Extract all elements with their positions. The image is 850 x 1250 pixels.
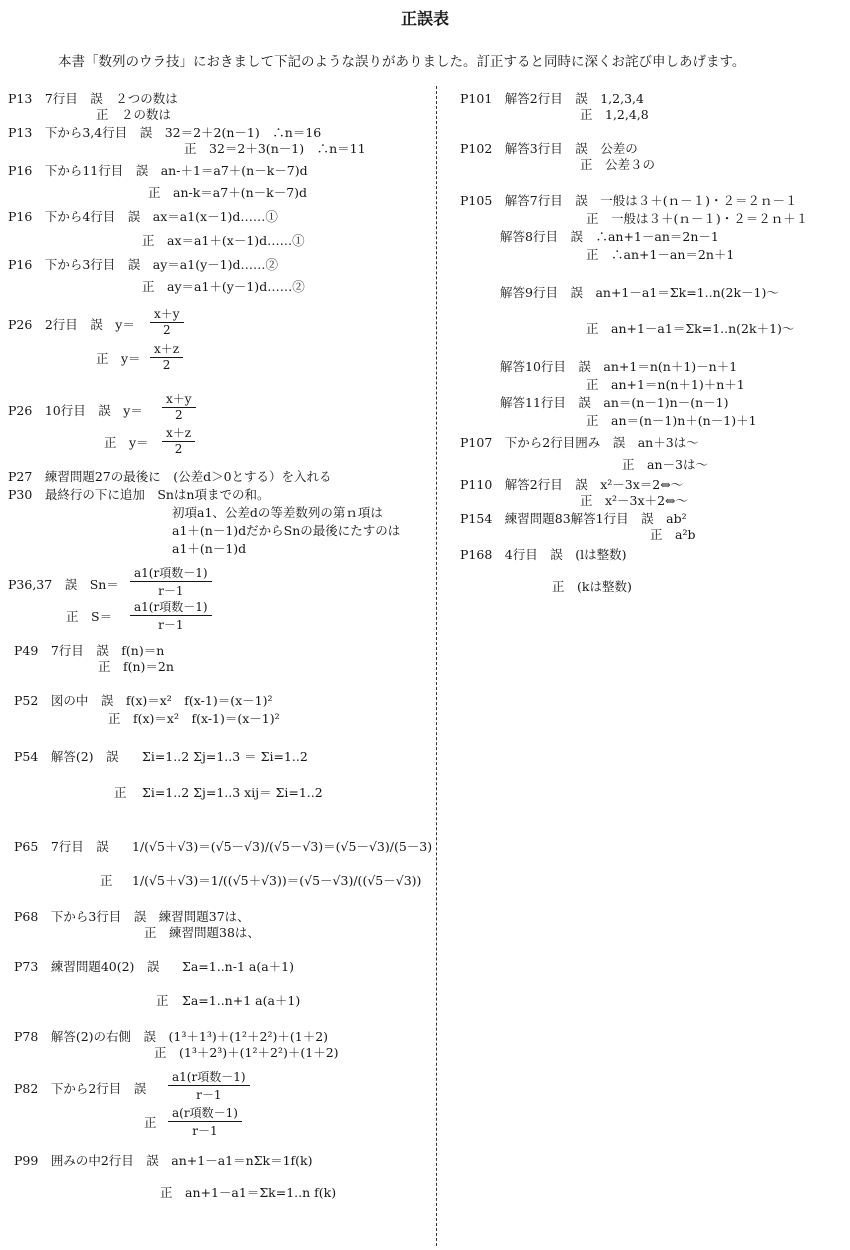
entry-p68-error: P68 下から3行目 誤 練習問題37は、 [14, 909, 250, 924]
fraction-denominator: 2 [174, 408, 183, 422]
entry-p99-error: P99 囲みの中2行目 誤 an+1－a1＝nΣk＝1f(k) [14, 1153, 313, 1168]
entry-p36-correct: 正 S＝ [66, 609, 113, 624]
entry-p78-correct: 正 (1³＋2³)＋(1²＋2²)＋(1＋2) [154, 1045, 339, 1060]
entry-p26a-correct: 正 y＝ [96, 351, 141, 366]
entry-p30-line4: a1＋(n－1)d [172, 541, 247, 556]
entry-p154-error: P154 練習問題83解答1行目 誤 ab² [460, 511, 687, 526]
entry-p101-correct: 正 1,2,4,8 [580, 107, 649, 122]
fraction-numerator: a1(r項数－1) [168, 1068, 250, 1086]
entry-p30-line2: 初項a1、公差dの等差数列の第ｎ項は [172, 505, 383, 520]
fraction-denominator: r－1 [192, 1124, 218, 1138]
entry-p105-a10-correct: 正 an+1＝n(n＋1)＋n＋1 [586, 377, 745, 392]
entry-p82-correct: 正 [144, 1115, 157, 1130]
entry-p16b-correct: 正 ax＝a1＋(x－1)d……① [142, 233, 305, 248]
entry-p82-error: P82 下から2行目 誤 [14, 1081, 147, 1096]
entry-p52-error: P52 図の中 誤 f(x)＝x² f(x-1)＝(x－1)² [14, 693, 273, 708]
entry-p26b-correct: 正 y＝ [104, 435, 149, 450]
fraction [162, 390, 196, 422]
entry-p105-a8-correct: 正 ∴an+1－an＝2n＋1 [586, 247, 735, 262]
entry-p68-correct: 正 練習問題38は、 [144, 925, 260, 940]
entry-p16c-error: P16 下から3行目 誤 ay＝a1(y－1)d……② [8, 257, 278, 272]
entry-p26a-error: P26 2行目 誤 y＝ [8, 317, 135, 332]
entry-p107-correct: 正 an－3は～ [622, 457, 708, 472]
fraction-denominator: 2 [162, 358, 171, 372]
entry-p36-error: P36,37 誤 Sn＝ [8, 577, 119, 592]
entry-p105-a11-error: 解答11行目 誤 an＝(n－1)n－(n－1) [500, 395, 729, 410]
entry-p107-error: P107 下から2行目囲み 誤 an＋3は～ [460, 435, 699, 450]
fraction-denominator: 2 [174, 442, 183, 456]
fraction-denominator: r－1 [158, 584, 184, 598]
entry-p168-correct: 正 (kは整数) [552, 579, 632, 594]
entry-p30-line3: a1＋(n－1)dだからSnの最後にたすのは [172, 523, 401, 538]
entry-p110-error: P110 解答2行目 誤 x²－3x＝2⇔～ [460, 477, 684, 492]
entry-p27: P27 練習問題27の最後に (公差d＞0とする）を入れる [8, 469, 332, 484]
entry-p102-error: P102 解答3行目 誤 公差の [460, 141, 638, 156]
entry-p65-correct: 正 [100, 873, 113, 888]
entry-p49-correct: 正 f(n)＝2n [98, 659, 174, 674]
entry-p49-error: P49 7行目 誤 f(n)＝n [14, 643, 165, 658]
entry-p154-correct: 正 a²b [650, 527, 696, 542]
entry-p102-correct: 正 公差３の [580, 157, 656, 172]
entry-p54-error-expr: Σi=1..2 Σj=1..3 ＝ Σi=1..2 [142, 749, 308, 764]
fraction-denominator: r－1 [196, 1088, 222, 1102]
entry-p99-correct: 正 an+1－a1＝Σk=1..n f(k) [160, 1185, 337, 1200]
entry-p105-a9-error: 解答9行目 誤 an+1－a1＝Σk=1..n(2k－1)～ [500, 285, 779, 300]
entry-p73-error-expr: Σa=1..n-1 a(a＋1) [182, 959, 294, 974]
fraction-numerator: a1(r項数－1) [130, 564, 212, 582]
entry-p54-correct: 正 [114, 785, 127, 800]
fraction-numerator: x＋y [150, 305, 184, 323]
fraction [168, 1068, 250, 1103]
fraction [162, 424, 195, 456]
entry-p13-error: P13 7行目 誤 ２つの数は [8, 91, 178, 106]
entry-p65-error: P65 7行目 誤 [14, 839, 109, 854]
fraction [150, 305, 184, 337]
fraction-numerator: x＋z [162, 424, 195, 442]
fraction [150, 340, 183, 372]
fraction [130, 564, 212, 599]
entry-p13-correct: 正 ２の数は [96, 107, 172, 122]
entry-p73-error: P73 練習問題40(2) 誤 [14, 959, 160, 974]
fraction-denominator: 2 [162, 323, 171, 337]
fraction [130, 598, 212, 633]
fraction [168, 1104, 242, 1139]
entry-p54-error: P54 解答(2) 誤 [14, 749, 119, 764]
entry-p16c-correct: 正 ay＝a1＋(y－1)d……② [142, 279, 305, 294]
entry-p101-error: P101 解答2行目 誤 1,2,3,4 [460, 91, 644, 106]
fraction-denominator: r－1 [158, 618, 184, 632]
entry-p16a-correct: 正 an-k＝a7＋(n－k－7)d [148, 185, 308, 200]
entry-p16b-error: P16 下から4行目 誤 ax＝a1(x－1)d……① [8, 209, 278, 224]
entry-p13b-correct: 正 32＝2＋3(n－1) ∴n＝11 [184, 141, 366, 156]
entry-p78-error: P78 解答(2)の右側 誤 (1³＋1³)＋(1²＋2²)＋(1＋2) [14, 1029, 329, 1044]
column-divider [436, 86, 437, 1246]
entry-p73-correct-expr: Σa=1..n+1 a(a＋1) [182, 993, 301, 1008]
entry-p54-correct-expr: Σi=1..2 Σj=1..3 xij＝ Σi=1..2 [142, 785, 323, 800]
page-title: 正誤表 [400, 9, 449, 28]
entry-p105-a10-error: 解答10行目 誤 an+1＝n(n＋1)－n＋1 [500, 359, 738, 374]
entry-p73-correct: 正 [156, 993, 169, 1008]
fraction-numerator: x＋z [150, 340, 183, 358]
intro-text: 本書「数列のウラ技」におきまして下記のような誤りがありました。訂正すると同時に深くお詫び申しあげます。 [58, 54, 746, 70]
entry-p105-correct: 正 一般は３＋(ｎ－１)・２＝２ｎ＋１ [586, 211, 809, 226]
entry-p105-a9-correct: 正 an+1－a1＝Σk=1..n(2k＋1)～ [586, 321, 795, 336]
entry-p168-error: P168 4行目 誤 (lは整数) [460, 547, 627, 562]
fraction-numerator: a(r項数－1) [168, 1104, 242, 1122]
entry-p30: P30 最終行の下に追加 Snはn項までの和。 [8, 487, 270, 502]
fraction-numerator: x＋y [162, 390, 196, 408]
entry-p13b-error: P13 下から3,4行目 誤 32＝2＋2(n－1) ∴n＝16 [8, 125, 322, 140]
entry-p105-a11-correct: 正 an＝(n－1)n＋(n－1)＋1 [586, 413, 757, 428]
entry-p26b-error: P26 10行目 誤 y＝ [8, 403, 143, 418]
entry-p105-a8-error: 解答8行目 誤 ∴an+1－an＝2n－1 [500, 229, 719, 244]
fraction-numerator: a1(r項数－1) [130, 598, 212, 616]
entry-p105-error: P105 解答7行目 誤 一般は３＋(ｎ－１)・２＝２ｎ－１ [460, 193, 798, 208]
entry-p16a-error: P16 下から11行目 誤 an-＋1＝a7＋(n－k－7)d [8, 163, 308, 178]
entry-p52-correct: 正 f(x)＝x² f(x-1)＝(x－1)² [108, 711, 280, 726]
entry-p65-error-expr: 1/(√5＋√3)＝(√5－√3)/(√5－√3)＝(√5－√3)/(5－3) [132, 839, 433, 854]
entry-p110-correct: 正 x²－3x＋2⇔～ [580, 493, 688, 508]
entry-p65-correct-expr: 1/(√5＋√3)＝1/((√5＋√3))＝(√5－√3)/((√5－√3)) [132, 873, 422, 888]
